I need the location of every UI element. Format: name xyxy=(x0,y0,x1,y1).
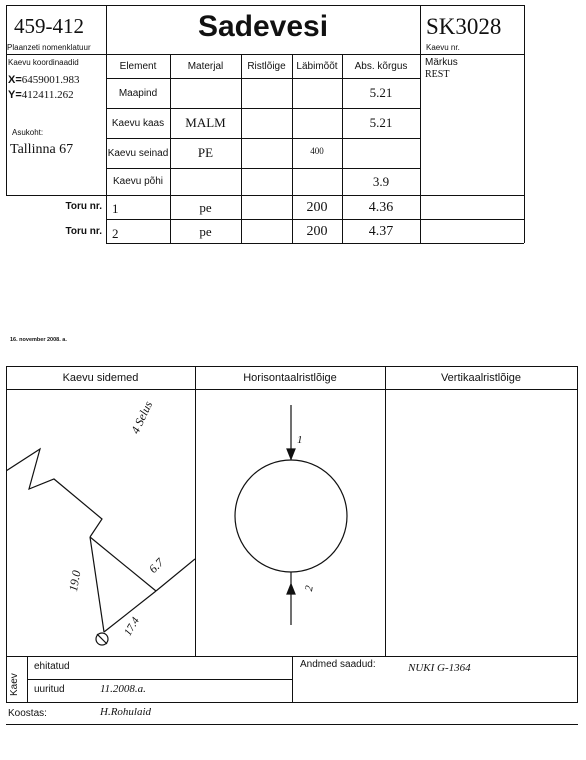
house-note: 4 Selus xyxy=(128,398,156,436)
page-title: Sadevesi xyxy=(197,10,329,43)
abs-cell: 5.21 xyxy=(369,115,393,130)
element-cell: Kaevu seinad xyxy=(107,147,169,159)
location-label: Asukoht: xyxy=(12,128,44,137)
date-line: 16. november 2008. a. xyxy=(10,337,67,343)
header-well-connections: Kaevu sidemed xyxy=(62,371,139,384)
pipe-material: pe xyxy=(199,200,212,215)
well-connections-sketch xyxy=(6,389,195,656)
arrow-in xyxy=(287,449,295,459)
data-source-label: Andmed saadud: xyxy=(300,659,376,670)
col-abs-height: Abs. kõrgus xyxy=(354,60,408,72)
col-material: Materjal xyxy=(187,60,224,72)
y-coordinate: Y=412411.262 xyxy=(8,89,74,101)
dimension-b: 6.7 xyxy=(146,555,167,576)
surveyed-label: uuritud xyxy=(34,684,65,695)
pipe-material: pe xyxy=(199,224,212,239)
pipe-number: 2 xyxy=(112,226,119,241)
abs-cell: 3.9 xyxy=(372,173,390,189)
col-remarks: Märkus xyxy=(425,57,458,68)
measure-line-a xyxy=(90,537,104,632)
well-circle xyxy=(235,460,347,572)
pipe-abs: 4.36 xyxy=(368,200,394,215)
material-cell: MALM xyxy=(185,115,226,130)
element-cell: Kaevu põhi xyxy=(112,176,164,187)
x-coordinate: X=6459001.983 xyxy=(8,74,80,86)
compiled-label: Koostas: xyxy=(8,708,47,719)
building-outline xyxy=(6,449,102,537)
location-value: Tallinna 67 xyxy=(10,142,74,157)
pipe-label: Toru nr. xyxy=(65,226,102,237)
nomenclature-label: Plaanzeti nomenklatuur xyxy=(7,43,91,52)
built-label: ehitatud xyxy=(34,661,70,672)
surveyed-value: 11.2008.a. xyxy=(100,683,146,695)
remark-value: REST xyxy=(425,69,450,80)
arrow-out xyxy=(287,584,295,594)
header-horizontal-section: Horisontaalristlõige xyxy=(243,371,337,384)
pipe-diameter: 200 xyxy=(306,200,328,215)
pipe-abs: 4.37 xyxy=(368,224,394,239)
element-cell: Kaevu kaas xyxy=(111,117,165,129)
col-diameter: Läbimõõt xyxy=(296,60,338,72)
coordinates-label: Kaevu koordinaadid xyxy=(8,58,79,67)
well-number: SK3028 xyxy=(426,14,502,39)
pipe-label: Toru nr. xyxy=(65,201,102,212)
pipe-label-1: 1 xyxy=(297,434,303,446)
well-number-label: Kaevu nr. xyxy=(426,43,460,52)
diameter-cell: 400 xyxy=(310,146,324,156)
horizontal-section-sketch xyxy=(195,389,385,656)
abs-cell: 5.21 xyxy=(369,85,393,100)
pipe-diameter: 200 xyxy=(306,224,328,239)
header-vertical-section: Vertikaalristlõige xyxy=(440,371,522,384)
col-element: Element xyxy=(119,60,157,72)
dimension-a: 19.0 xyxy=(66,569,84,593)
col-cross-section: Ristlõige xyxy=(247,60,286,72)
well-side-label: Kaev xyxy=(9,673,20,696)
pipe-label-2: 2 xyxy=(303,584,316,593)
compiled-value: H.Rohulaid xyxy=(100,706,152,718)
data-source-value: NUKI G-1364 xyxy=(408,662,471,674)
element-cell: Maapind xyxy=(118,87,158,99)
nomenclature-value: 459-412 xyxy=(14,14,84,38)
pipe-number: 1 xyxy=(112,201,119,216)
dimension-c: 17.4 xyxy=(122,615,143,638)
material-cell: PE xyxy=(197,145,214,160)
